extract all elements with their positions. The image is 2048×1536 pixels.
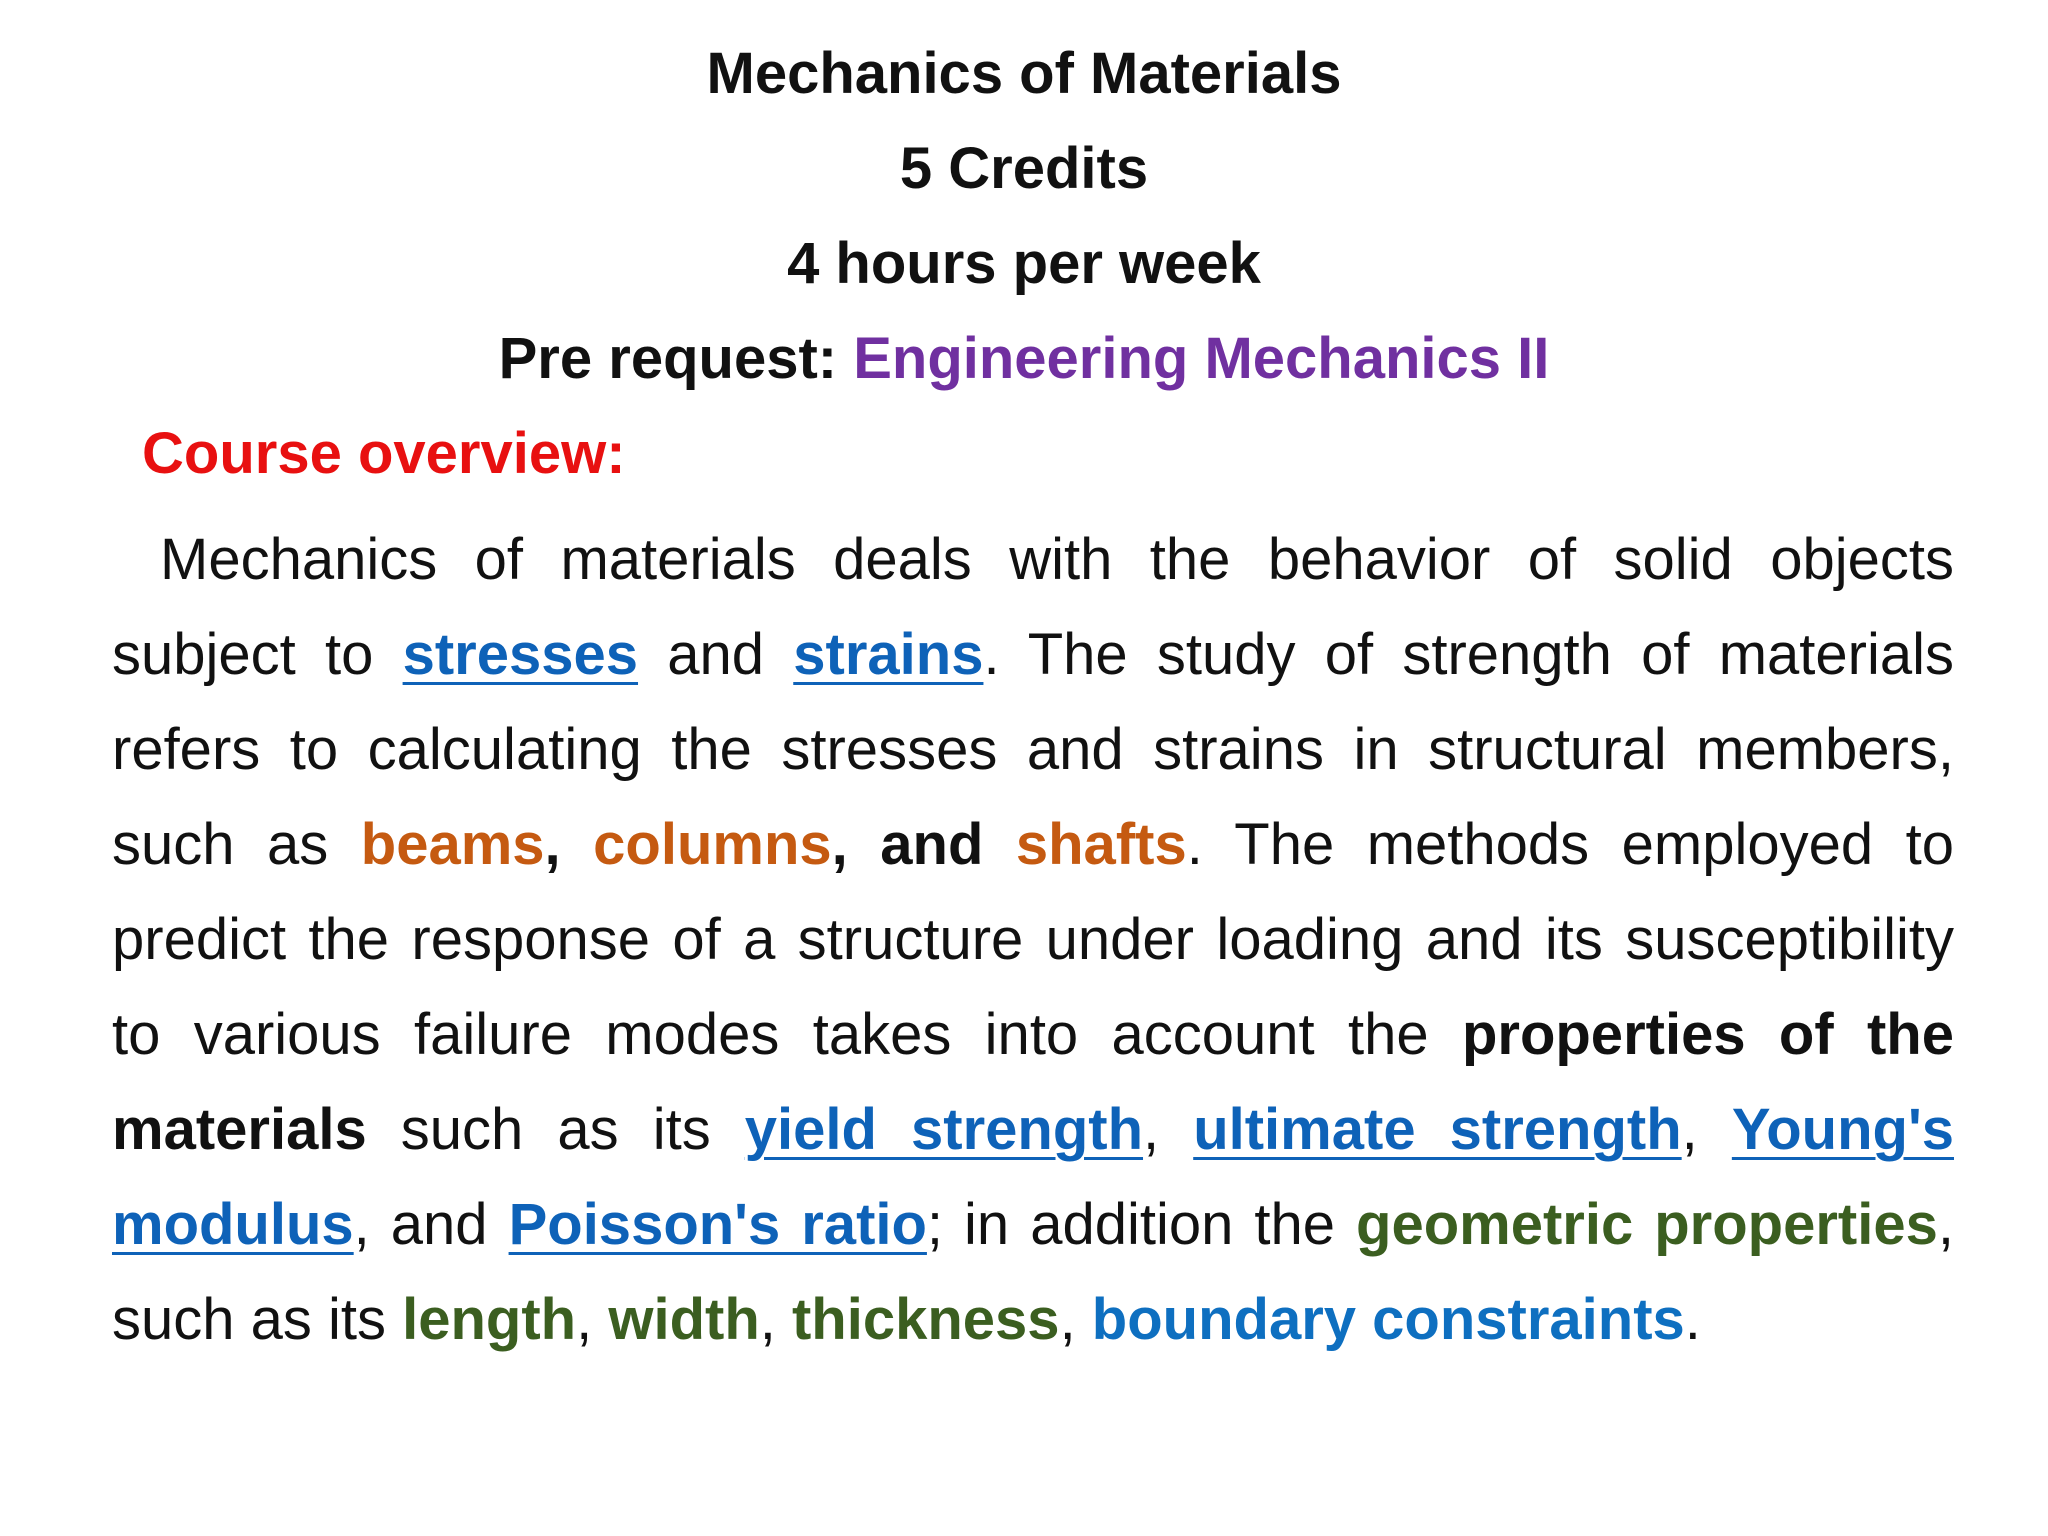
course-overview-heading: Course overview:	[142, 421, 626, 486]
text-segment: , and	[353, 1192, 509, 1257]
link-stresses[interactable]: stresses	[402, 622, 639, 687]
course-title-text: Mechanics of Materials	[706, 41, 1342, 106]
course-overview-paragraph	[112, 512, 1954, 1367]
text-segment: . The study of strength of materials refers to calculating the stresses and strains in structural members, such as	[112, 622, 1955, 877]
term-shafts: shafts	[1015, 812, 1187, 877]
course-hours	[0, 228, 2048, 300]
text-segment: ,	[576, 1287, 609, 1352]
term-properties-of-materials: properties of the materials	[112, 1002, 1954, 1162]
text-segment: ,	[759, 1287, 792, 1352]
link-strains[interactable]: strains	[793, 622, 984, 687]
term-thickness: thickness	[791, 1287, 1060, 1352]
text-segment: and	[638, 622, 794, 687]
text-segment: Mechanics of materials deals with the behavior of solid objects subject to	[112, 527, 1954, 687]
course-credits-text: 5 Credits	[899, 136, 1149, 201]
text-segment: ,	[1681, 1097, 1732, 1162]
text-segment: ,	[1143, 1097, 1194, 1162]
course-hours-text: 4 hours per week	[787, 231, 1261, 296]
text-segment: . The methods employed to predict the response of a structure under loading and its susceptibility to various failure modes takes into account the	[112, 812, 1954, 1067]
text-segment: ,	[544, 812, 594, 877]
course-prerequisite	[0, 323, 2048, 395]
prerequisite-value: Engineering Mechanics II	[853, 326, 1550, 391]
text-segment: ; in addition the	[926, 1192, 1357, 1257]
link-yield-strength[interactable]: yield strength	[744, 1097, 1144, 1162]
course-title	[0, 38, 2048, 110]
link-ultimate-strength[interactable]: ultimate strength	[1193, 1097, 1682, 1162]
text-segment: .	[1684, 1287, 1701, 1352]
text-segment: , and	[831, 812, 1016, 877]
term-geometric-properties: geometric properties	[1356, 1192, 1938, 1257]
text-segment: such as its	[366, 1097, 745, 1162]
term-length: length	[402, 1287, 577, 1352]
link-youngs-modulus[interactable]: Young's modulus	[112, 1097, 1954, 1257]
term-beams: beams	[360, 812, 545, 877]
link-poissons-ratio[interactable]: Poisson's ratio	[508, 1192, 927, 1257]
term-boundary-constraints: boundary constraints	[1091, 1287, 1685, 1352]
text-segment: , such as its	[112, 1192, 1954, 1352]
course-credits	[0, 133, 2048, 205]
prerequisite-label: Pre request:	[498, 326, 854, 391]
text-segment: ,	[1059, 1287, 1092, 1352]
term-columns: columns	[593, 812, 832, 877]
term-width: width	[608, 1287, 760, 1352]
